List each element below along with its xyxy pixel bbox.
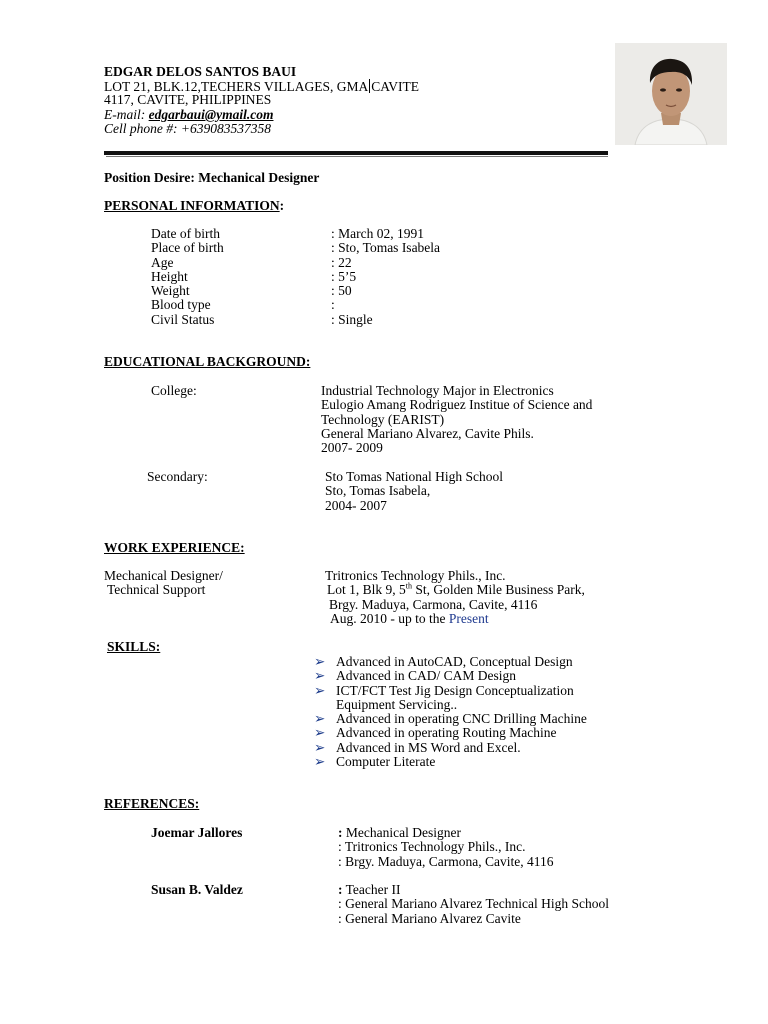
value-place-of-birth: : Sto, Tomas Isabela — [331, 240, 441, 256]
label-weight: Weight — [151, 283, 190, 299]
personal-values — [331, 227, 440, 327]
skill-text: Advanced in operating Routing Machine — [336, 725, 557, 741]
personal-info-heading — [104, 199, 284, 213]
college-line: Technology (EARIST) — [321, 411, 445, 427]
work-period — [330, 612, 489, 626]
college-line: General Mariano Alvarez, Cavite Phils. — [321, 425, 534, 441]
list-item — [314, 741, 587, 755]
reference-line — [338, 826, 553, 840]
email-link[interactable]: edgarbaui@ymail.com — [148, 107, 274, 122]
secondary-details — [325, 470, 503, 513]
work-period-a: Aug. 2010 - up to the — [330, 611, 449, 626]
work-address-2: Brgy. Maduya, Carmona, Cavite, 4116 — [329, 597, 538, 612]
label-height: Height — [151, 268, 188, 284]
reference-role: Mechanical Designer — [342, 825, 461, 840]
arrow-bullet-icon: ➢ — [314, 754, 326, 770]
work-company: Tritronics Technology Phils., Inc. — [325, 568, 506, 583]
personal-labels — [151, 227, 224, 327]
email-label: E-mail — [104, 107, 141, 122]
work-role-line-1: Mechanical Designer/ — [104, 568, 223, 583]
work-address-a: Lot 1, Blk 9, 5 — [327, 582, 406, 597]
college-label: College: — [151, 383, 197, 398]
personal-info-title: PERSONAL INFORMATION — [104, 198, 280, 213]
work-address-b: St, Golden Mile Business Park, — [412, 582, 585, 597]
reference-line: : Tritronics Technology Phils., Inc. — [338, 839, 526, 855]
arrow-bullet-icon: ➢ — [314, 711, 326, 727]
list-item — [314, 712, 587, 726]
header-divider — [104, 151, 608, 155]
reference-details — [338, 826, 553, 869]
list-item — [314, 684, 587, 698]
value-date-of-birth: : March 02, 1991 — [331, 226, 424, 241]
skill-text: Advanced in AutoCAD, Conceptual Design — [336, 654, 573, 669]
value-age: : 22 — [331, 254, 352, 270]
reference-colon: : — [338, 825, 343, 840]
applicant-name: EDGAR DELOS SANTOS BAUI — [104, 64, 297, 79]
profile-photo — [615, 43, 727, 145]
label-date-of-birth: Date of birth — [151, 226, 220, 241]
address-line-1-part-a: LOT 21, BLK.12,TECHERS VILLAGES, GMA — [104, 79, 369, 94]
work-address-sup: th — [405, 581, 412, 591]
references-heading: REFERENCES: — [104, 796, 200, 811]
arrow-bullet-icon: ➢ — [314, 654, 326, 669]
label-civil-status: Civil Status — [151, 311, 215, 327]
skill-text: ICT/FCT Test Jig Design Conceptualization — [336, 682, 574, 698]
personal-info-colon: : — [279, 198, 285, 213]
reference-line: : General Mariano Alvarez Technical High School — [338, 896, 609, 912]
value-height: : 5’5 — [331, 268, 357, 284]
value-blood-type: : — [331, 297, 335, 313]
college-details — [321, 384, 592, 455]
skill-text: Advanced in MS Word and Excel. — [336, 739, 521, 755]
secondary-label: Secondary: — [147, 469, 208, 484]
college-line: Industrial Technology Major in Electronics — [321, 383, 554, 398]
reference-name: Susan B. Valdez — [151, 882, 243, 897]
college-line: Eulogio Amang Rodriguez Institue of Science and — [321, 397, 593, 413]
reference-line: : Brgy. Maduya, Carmona, Cavite, 4116 — [338, 853, 554, 869]
skill-text: Computer Literate — [336, 754, 436, 770]
position-desired: Position Desire: Mechanical Designer — [104, 170, 320, 185]
list-item — [314, 726, 587, 740]
list-item — [314, 669, 587, 683]
reference-line: : General Mariano Alvarez Cavite — [338, 910, 521, 926]
address-line-2: 4117, CAVITE, PHILIPPINES — [104, 92, 272, 107]
secondary-line: 2004- 2007 — [325, 497, 387, 513]
address-line-1-part-b: CAVITE — [371, 79, 420, 94]
skills-heading: SKILLS: — [107, 639, 161, 654]
label-place-of-birth: Place of birth — [151, 240, 224, 256]
email-separator: : — [140, 107, 149, 122]
list-item — [314, 755, 587, 769]
reference-name: Joemar Jallores — [151, 825, 243, 840]
work-role-line-2: Technical Support — [107, 582, 206, 597]
education-heading: EDUCATIONAL BACKGROUND: — [104, 354, 311, 369]
reference-line — [338, 883, 609, 897]
arrow-bullet-icon: ➢ — [314, 739, 326, 755]
list-item — [314, 698, 587, 712]
college-line: 2007- 2009 — [321, 440, 383, 456]
work-experience-heading: WORK EXPERIENCE: — [104, 540, 245, 555]
arrow-bullet-icon: ➢ — [314, 725, 326, 741]
skills-list — [314, 655, 587, 769]
arrow-bullet-icon: ➢ — [314, 668, 326, 684]
reference-colon: : — [338, 882, 343, 897]
secondary-line: Sto, Tomas Isabela, — [325, 483, 431, 499]
skill-text: Advanced in operating CNC Drilling Machine — [336, 711, 587, 727]
arrow-bullet-icon: ➢ — [314, 682, 326, 698]
skill-text: Advanced in CAD/ CAM Design — [336, 668, 516, 684]
label-age: Age — [151, 254, 174, 270]
work-period-present: Present — [448, 611, 489, 626]
reference-details — [338, 883, 609, 926]
value-civil-status: : Single — [331, 311, 373, 327]
header-divider-shadow — [106, 156, 608, 157]
value-weight: : 50 — [331, 283, 352, 299]
reference-role: Teacher II — [342, 882, 401, 897]
list-item — [314, 655, 587, 669]
secondary-line: Sto Tomas National High School — [325, 469, 504, 484]
work-address — [327, 583, 585, 597]
cell-phone: Cell phone #: +639083537358 — [104, 121, 271, 136]
skill-continuation: Equipment Servicing.. — [336, 696, 458, 712]
portrait-icon — [615, 43, 727, 145]
label-blood-type: Blood type — [151, 297, 211, 313]
